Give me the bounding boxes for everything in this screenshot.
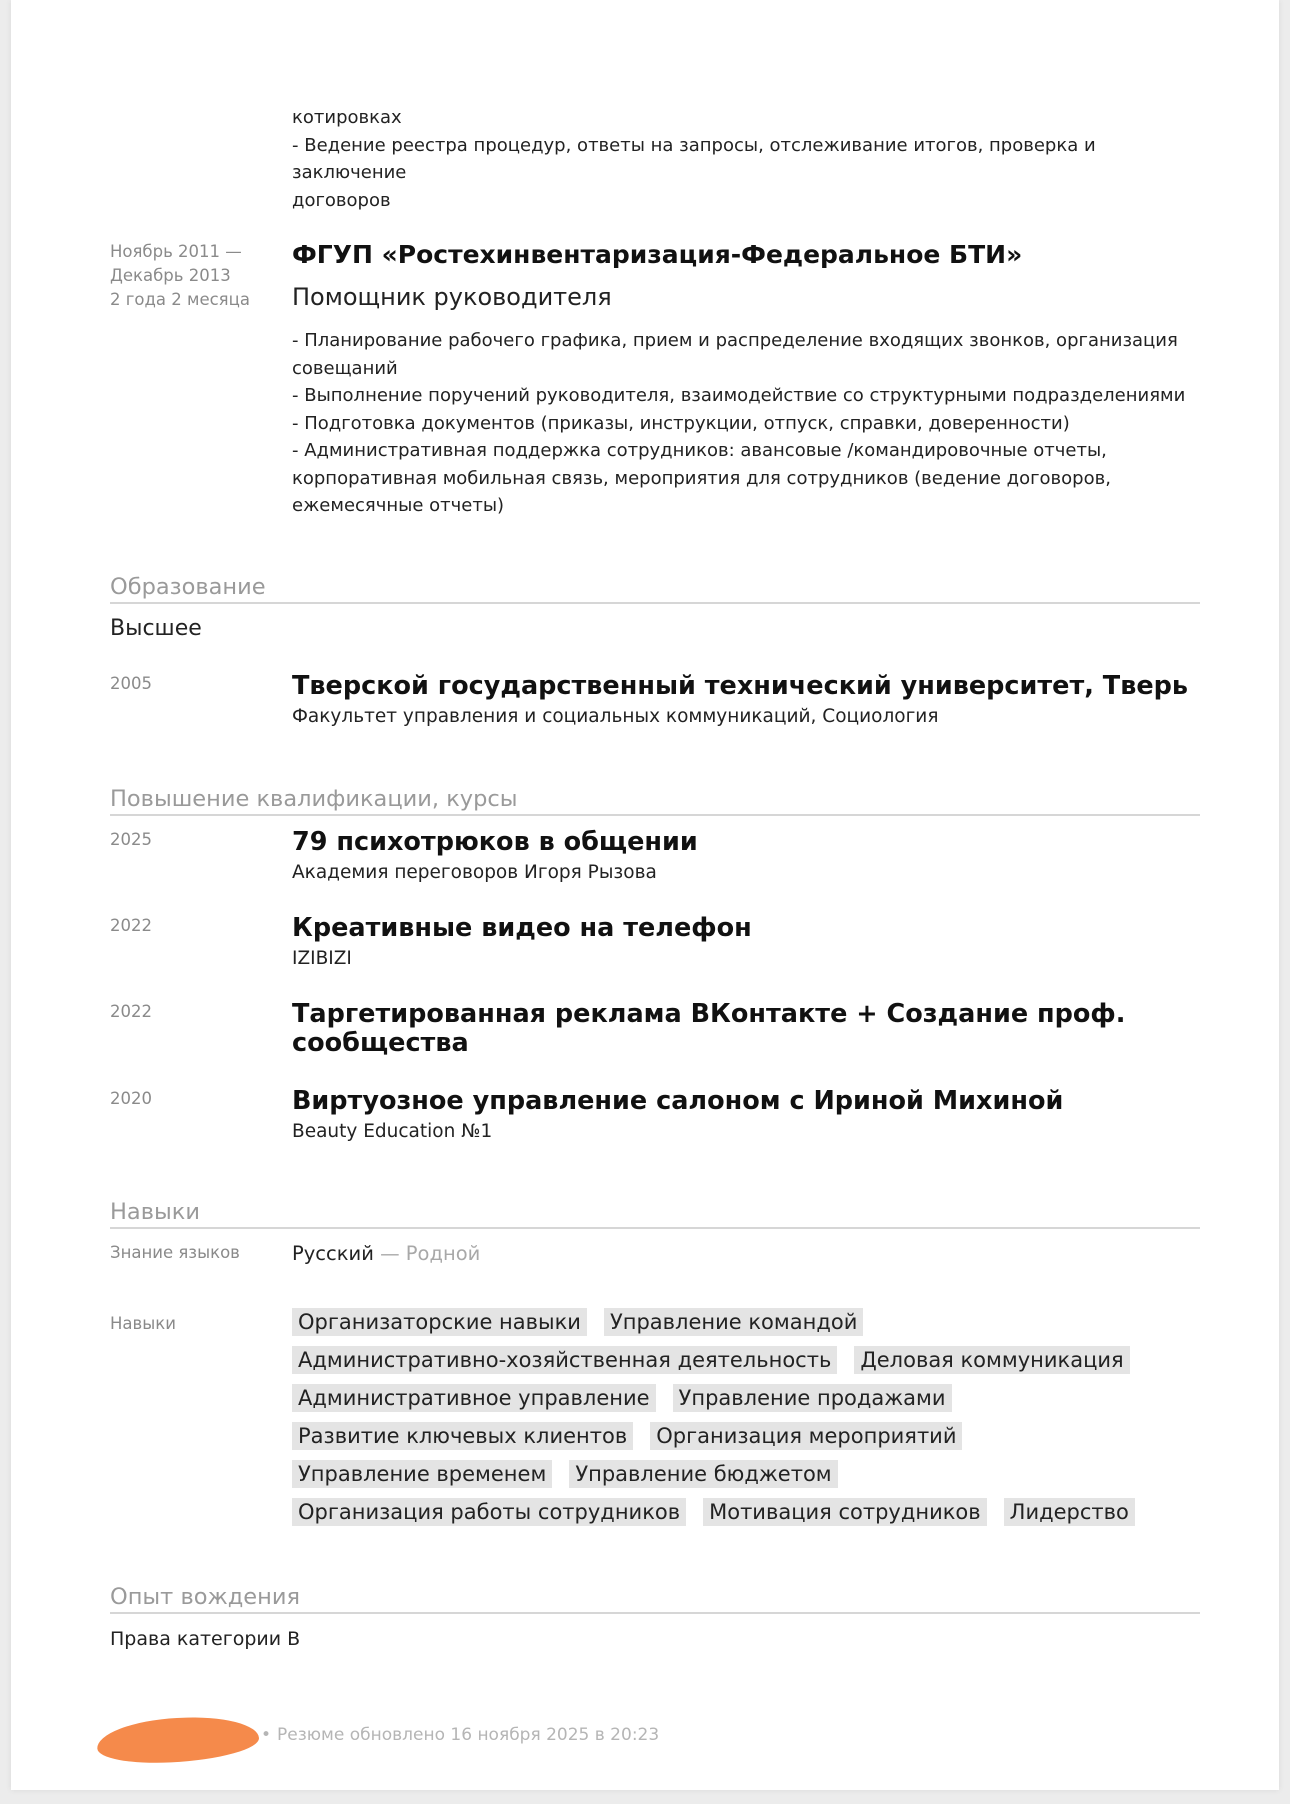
redaction-scribble [96, 1714, 260, 1766]
course-year: 2025 [110, 830, 152, 849]
skill-tag: Управление временем [292, 1460, 552, 1488]
section-title-courses: Повышение квалификации, курсы [110, 784, 1200, 816]
tag-row [292, 1346, 1232, 1384]
tag-row [292, 1422, 1232, 1460]
course-organization: Beauty Education №1 [292, 1121, 493, 1142]
tag-row [292, 1308, 1232, 1346]
experience-description-tail [292, 104, 1212, 214]
language-entry [292, 1242, 1212, 1265]
text-line: корпоративная мобильная связь, мероприятия для сотрудников (ведение договоров, [292, 467, 1111, 489]
education-institution: Тверской государственный технический университет, Тверь [292, 671, 1189, 701]
skill-tag: Деловая коммуникация [854, 1346, 1129, 1374]
education-level: Высшее [110, 616, 202, 641]
footer-separator: • [261, 1725, 272, 1745]
skill-tag: Развитие ключевых клиентов [292, 1422, 633, 1450]
text-line: совещаний [292, 357, 398, 379]
section-title-driving: Опыт вождения [110, 1582, 1200, 1614]
tag-row [292, 1384, 1232, 1422]
section-title-skills: Навыки [110, 1197, 1200, 1229]
job-period-start: Ноябрь 2011 — [110, 242, 242, 261]
skills-tag-list [292, 1308, 1232, 1536]
text-line: ежемесячные отчеты) [292, 495, 505, 516]
job-duration: 2 года 2 месяца [110, 290, 250, 309]
skill-tag: Организация работы сотрудников [292, 1498, 686, 1526]
course-title-line: Таргетированная реклама ВКонтакте + Создание проф. [292, 999, 1126, 1029]
tag-row [292, 1460, 1232, 1498]
course-title: 79 психотрюков в общении [292, 827, 698, 857]
text-line: котировках [292, 107, 402, 128]
tag-row [292, 1498, 1232, 1536]
languages-label: Знание языков [110, 1243, 240, 1262]
skill-tag: Мотивация сотрудников [703, 1498, 987, 1526]
course-year: 2020 [110, 1089, 152, 1108]
course-title: Креативные видео на телефон [292, 913, 752, 943]
job-period-end: Декабрь 2013 [110, 266, 231, 285]
skill-tag: Управление бюджетом [569, 1460, 837, 1488]
job-company: ФГУП «Ростехинвентаризация-Федеральное БТИ» [292, 240, 1023, 269]
text-line: - Ведение реестра процедур, ответы на запросы, отслеживание итогов, проверка и заключение [292, 134, 1096, 183]
section-title-education: Образование [110, 572, 1200, 604]
skill-tag: Управление командой [604, 1308, 863, 1336]
text-line: - Выполнение поручений руководителя, взаимодействие со структурными подразделениями [292, 385, 1186, 406]
footer-updated: Резюме обновлено 16 ноября 2025 в 20:23 [277, 1725, 660, 1745]
language-name: Русский [292, 1242, 374, 1265]
course-organization: Академия переговоров Игоря Рызова [292, 862, 657, 883]
skill-tag: Управление продажами [673, 1384, 952, 1412]
job-period [110, 240, 270, 312]
course-title: Виртуозное управление салоном с Ириной Михиной [292, 1086, 1064, 1116]
text-line: - Административная поддержка сотрудников: авансовые /командировочные отчеты, [292, 440, 1107, 461]
course-organization: IZIBIZI [292, 948, 352, 969]
text-line: - Подготовка документов (приказы, инструкции, отпуск, справки, доверенности) [292, 412, 1070, 434]
skill-tag: Организаторские навыки [292, 1308, 587, 1336]
skill-tag: Административное управление [292, 1384, 656, 1412]
text-line: договоров [292, 189, 391, 211]
job-description [292, 327, 1212, 520]
resume-page [11, 0, 1279, 1790]
job-position: Помощник руководителя [292, 283, 612, 311]
text-line: - Планирование рабочего графика, прием и распределение входящих звонков, организация [292, 330, 1178, 351]
course-year: 2022 [110, 916, 152, 935]
language-level: — Родной [380, 1242, 481, 1265]
course-year: 2022 [110, 1002, 152, 1021]
course-title-line: сообщества [292, 1028, 469, 1058]
skill-tag: Лидерство [1004, 1498, 1135, 1526]
skill-tag: Организация мероприятий [650, 1422, 962, 1450]
education-year: 2005 [110, 674, 152, 693]
course-title [292, 1000, 1212, 1058]
driving-license: Права категории B [110, 1628, 301, 1650]
skill-tag: Административно-хозяйственная деятельность [292, 1346, 837, 1374]
skills-label: Навыки [110, 1314, 176, 1333]
education-faculty: Факультет управления и социальных коммуникаций, Социология [292, 706, 939, 727]
